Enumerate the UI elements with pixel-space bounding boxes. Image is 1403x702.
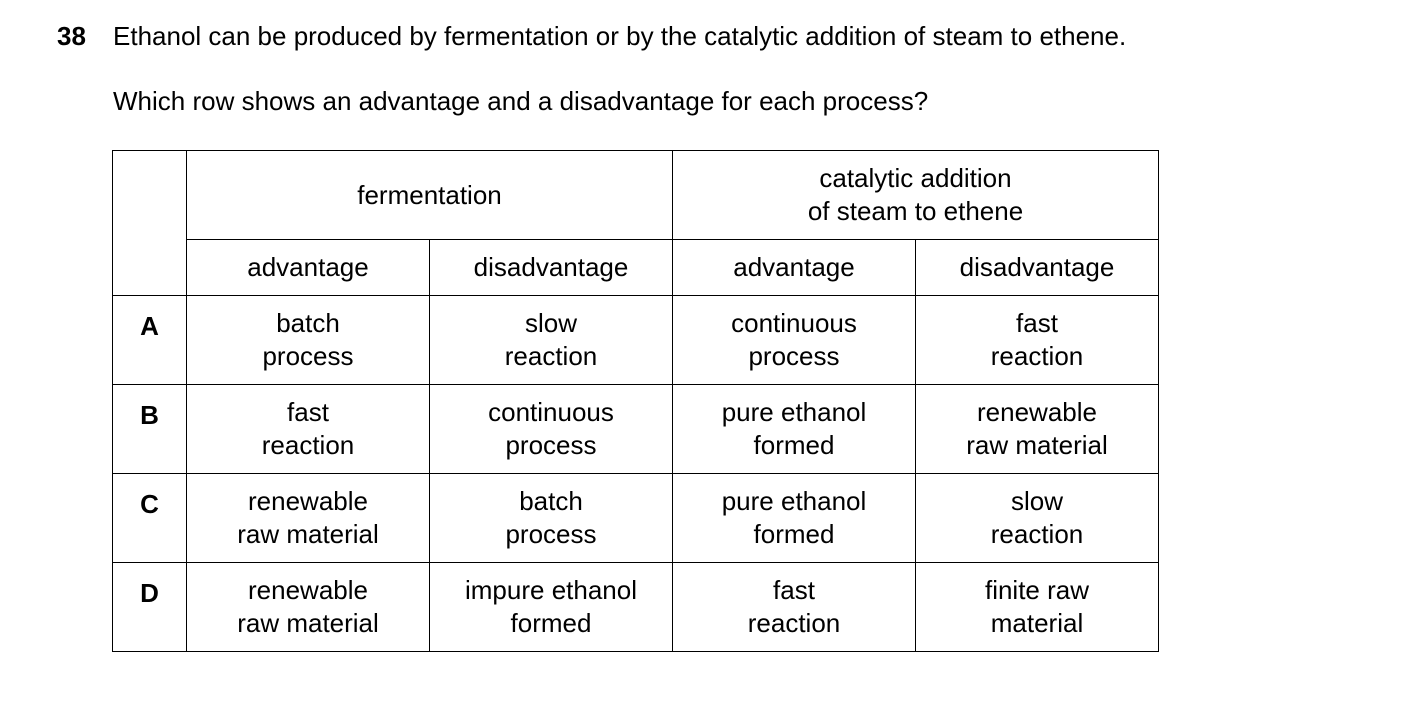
cell-line: finite raw [984,575,1090,605]
table-cell [430,474,673,563]
cell-line: slow [524,308,577,338]
option-key-a: A [113,296,187,385]
cell-line: process [505,430,597,460]
cell-line: fast [773,575,815,605]
header-catalytic-line-1: catalytic addition [819,163,1012,193]
table-group-header-row [113,151,1159,240]
cell-line: continuous [731,308,857,338]
cell-line: renewable [248,486,368,516]
subheader-fermentation-advantage: advantage [187,240,430,296]
cell-line: batch [276,308,340,338]
corner-cell [113,151,187,296]
option-key-b: B [113,385,187,474]
header-fermentation-label: fermentation [357,179,502,210]
cell-line: fast [1016,308,1058,338]
table-row [113,474,1159,563]
answer-options-table [112,150,1159,652]
question-number: 38 [57,21,86,51]
header-catalytic-addition [673,151,1159,240]
cell-line: fast [287,397,329,427]
cell-line: renewable [977,397,1097,427]
cell-line: reaction [504,341,598,371]
cell-line: slow [1010,486,1063,516]
cell-line: formed [753,430,835,460]
subheader-fermentation-disadvantage: disadvantage [430,240,673,296]
cell-line: process [262,341,354,371]
table-cell [187,296,430,385]
cell-line: reaction [990,341,1084,371]
cell-line: process [505,519,597,549]
table-cell [430,296,673,385]
cell-line: continuous [488,397,614,427]
table-cell [673,474,916,563]
table-cell [916,563,1159,652]
question-stem: Ethanol can be produced by fermentation or by the catalytic addition of steam to ethene. [113,21,1127,51]
table-cell [187,385,430,474]
cell-line: reaction [261,430,355,460]
table-row [113,296,1159,385]
table-cell [673,563,916,652]
cell-line: impure ethanol [465,575,637,605]
cell-line: material [990,608,1084,638]
cell-line: process [748,341,840,371]
cell-line: raw material [237,608,379,638]
cell-line: pure ethanol [721,486,867,516]
cell-line: renewable [248,575,368,605]
cell-line: formed [753,519,835,549]
table-subheader-row [113,240,1159,296]
option-key-d: D [113,563,187,652]
table-cell [673,385,916,474]
option-key-c: C [113,474,187,563]
table-cell [187,563,430,652]
table-cell [673,296,916,385]
table-cell [916,296,1159,385]
table-cell [916,385,1159,474]
header-fermentation [187,151,673,240]
cell-line: formed [510,608,592,638]
cell-line: raw material [237,519,379,549]
cell-line: pure ethanol [721,397,867,427]
table-row [113,385,1159,474]
table-cell [430,563,673,652]
cell-line: reaction [747,608,841,638]
table-cell [187,474,430,563]
cell-line: raw material [966,430,1108,460]
subheader-catalytic-disadvantage: disadvantage [916,240,1159,296]
table-cell [430,385,673,474]
header-catalytic-line-2: of steam to ethene [807,196,1024,226]
cell-line: batch [519,486,583,516]
table-row [113,563,1159,652]
subheader-catalytic-advantage: advantage [673,240,916,296]
table-cell [916,474,1159,563]
cell-line: reaction [990,519,1084,549]
question-prompt: Which row shows an advantage and a disadvantage for each process? [113,86,929,116]
